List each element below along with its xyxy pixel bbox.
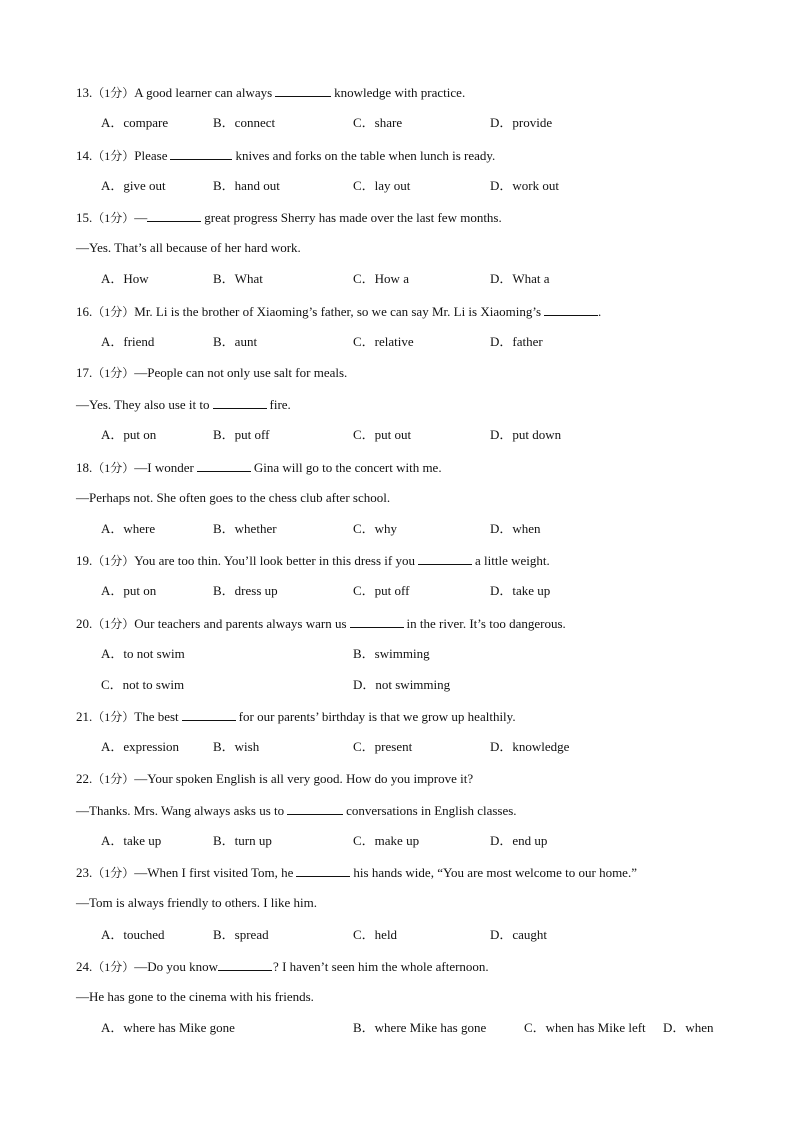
question-number: 21. [76,709,93,724]
option-c: C．share [353,115,403,130]
question-text: —Your spoken English is all very good. How do you improve it? [134,771,474,786]
question-points: （1分） [92,366,135,380]
question-points: （1分） [92,554,135,568]
reply-text: —Thanks. Mrs. Wang always asks us to [76,803,285,818]
option-d: D．put down [490,427,562,442]
question-number: 16. [76,304,93,319]
question-text: Gina will go to the concert with me. [253,460,442,475]
question-points: （1分） [92,772,135,786]
option-d: D．provide [490,115,553,130]
question-19 [76,552,550,569]
reply-line [76,396,291,413]
question-text: —People can not only use salt for meals. [134,365,348,380]
question-points: （1分） [92,960,135,974]
reply-line: —He has gone to the cinema with his friends. [76,989,314,1004]
option-d: D．father [490,334,543,349]
option-c: C．why [353,521,398,536]
answer-blank [213,396,267,409]
option-a: A．take up [101,833,162,848]
question-number: 24. [76,959,93,974]
option-b: B．What [213,271,263,286]
option-c: C．put off [353,583,410,598]
question-15 [76,209,502,226]
question-text: in the river. It’s too dangerous. [406,616,566,631]
question-text: Mr. Li is the brother of Xiaoming’s father, so we can say Mr. Li is Xiaoming’s [134,304,542,319]
question-24 [76,958,489,975]
option-a: A．friend [101,334,155,349]
question-text: ? I haven’t seen him the whole afternoon. [273,959,489,974]
option-b: B．whether [213,521,277,536]
question-number: 22. [76,771,93,786]
question-text: Please [134,148,168,163]
question-14 [76,147,495,164]
option-d: D．take up [490,583,551,598]
question-text: A good learner can always [134,85,273,100]
option-b: B．where Mike has gone [353,1020,487,1035]
option-d: D．end up [490,833,548,848]
question-number: 23. [76,865,93,880]
question-points: （1分） [92,866,135,880]
question-text: great progress Sherry has made over the last few months. [204,210,502,225]
answer-blank [287,802,343,815]
option-b: B．spread [213,927,269,942]
option-b: B．wish [213,739,260,754]
question-text: knives and forks on the table when lunch is ready. [235,148,496,163]
question-13 [76,84,465,101]
question-points: （1分） [92,617,135,631]
option-d: D．What a [490,271,550,286]
answer-blank [182,708,236,721]
question-number: 19. [76,553,93,568]
option-c: C．How a [353,271,409,286]
option-d: D．not swimming [353,677,451,692]
option-c: C．when has Mike left [524,1020,646,1035]
option-a: A．put on [101,427,157,442]
question-number: 14. [76,148,93,163]
option-a: A．How [101,271,149,286]
question-points: （1分） [92,305,135,319]
answer-blank [544,303,598,316]
question-points: （1分） [92,149,135,163]
question-text: The best [134,709,179,724]
answer-blank [197,459,251,472]
reply-line: —Perhaps not. She often goes to the chess club after school. [76,490,391,505]
question-number: 18. [76,460,93,475]
reply-line: —Tom is always friendly to others. I like him. [76,895,317,910]
answer-blank [418,552,472,565]
reply-line: —Yes. That’s all because of her hard work. [76,240,301,255]
question-text: a little weight. [474,553,550,568]
answer-blank [350,615,404,628]
question-text: knowledge with practice. [334,85,466,100]
option-b: B．aunt [213,334,258,349]
question-points: （1分） [92,710,135,724]
question-text: . [598,304,602,319]
question-21 [76,708,516,725]
option-b: B．turn up [213,833,272,848]
question-text: —Do you know [134,959,219,974]
question-number: 15. [76,210,93,225]
question-text: You are too thin. You’ll look better in this dress if you [134,553,415,568]
question-points: （1分） [92,211,135,225]
question-20 [76,615,566,632]
option-b: B．swimming [353,646,430,661]
option-a: A．touched [101,927,165,942]
option-c: C．relative [353,334,414,349]
question-text: his hands wide, “You are most welcome to our home.” [353,865,637,880]
option-d: D．when [490,521,541,536]
question-text: — [134,210,148,225]
option-d: D．caught [490,927,548,942]
answer-blank [218,958,272,971]
option-a: A．put on [101,583,157,598]
option-b: B．connect [213,115,276,130]
option-c: C．present [353,739,413,754]
option-b: B．hand out [213,178,280,193]
option-a: A．give out [101,178,166,193]
option-a: A．to not swim [101,646,185,661]
question-number: 17. [76,365,93,380]
question-text: —When I first visited Tom, he [134,865,294,880]
answer-blank [296,864,350,877]
answer-blank [147,209,201,222]
question-number: 13. [76,85,93,100]
question-points: （1分） [92,86,135,100]
option-c: C．not to swim [101,677,185,692]
answer-blank [275,84,331,97]
reply-text: conversations in English classes. [346,803,517,818]
question-text: for our parents’ birthday is that we grow up healthily. [238,709,516,724]
question-16 [76,303,601,320]
reply-text: —Yes. They also use it to [76,397,210,412]
answer-blank [170,147,232,160]
question-text: Our teachers and parents always warn us [134,616,347,631]
option-c: C．make up [353,833,420,848]
question-points: （1分） [92,461,135,475]
question-18 [76,459,442,476]
question-17 [76,365,347,381]
reply-line [76,802,517,819]
option-c: C．lay out [353,178,411,193]
question-text: —I wonder [134,460,194,475]
question-number: 20. [76,616,93,631]
option-c: C．held [353,927,398,942]
option-b: B．put off [213,427,270,442]
option-a: A．where has Mike gone [101,1020,235,1035]
option-d: D．knowledge [490,739,570,754]
option-d: D．when [663,1020,714,1035]
option-c: C．put out [353,427,412,442]
option-b: B．dress up [213,583,278,598]
option-a: A．expression [101,739,179,754]
question-23 [76,864,637,881]
reply-text: fire. [269,397,291,412]
option-d: D．work out [490,178,559,193]
question-22 [76,771,473,787]
option-a: A．where [101,521,156,536]
option-a: A．compare [101,115,169,130]
